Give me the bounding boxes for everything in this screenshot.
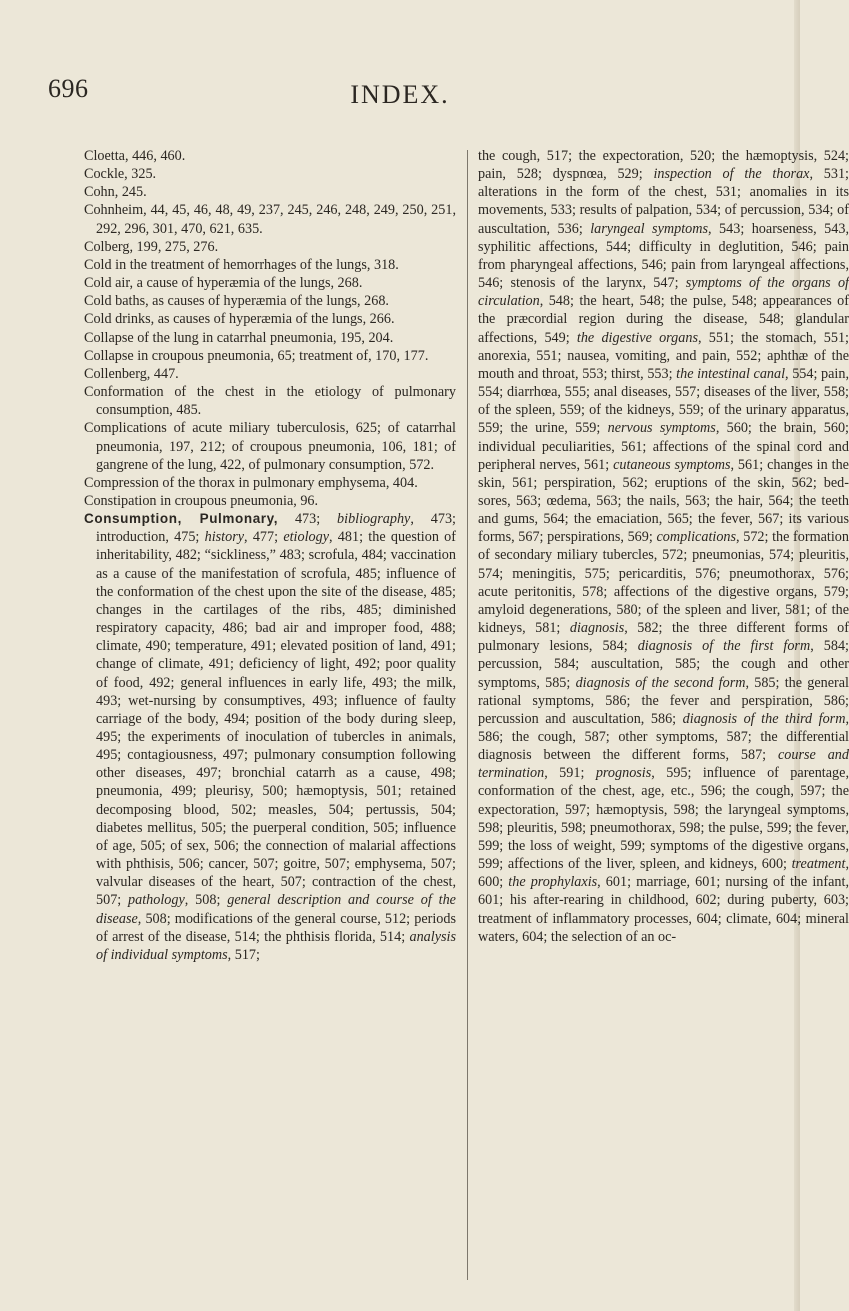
index-entry: Cockle, 325.	[84, 166, 157, 183]
index-entry: Cold in the treatment of hemorrhages of the lungs, 318.	[84, 256, 399, 273]
consumption-heading: Consumption, Pulmonary,	[84, 511, 279, 527]
index-entry: Collapse of the lung in catarrhal pneumonia, 195, 204.	[84, 329, 394, 346]
index-entry: Cohnheim, 44, 45, 46, 48, 49, 237, 245, 246, 248, 249, 250, 251, 292, 296, 301, 470, 621, 635.	[84, 202, 456, 237]
left-column	[84, 147, 456, 964]
index-entry: Cold baths, as causes of hyperæmia of the lungs, 268.	[84, 293, 389, 310]
index-entry: Colberg, 199, 275, 276.	[84, 238, 219, 255]
consumption-entry-continued: the cough, 517; the expectoration, 520; the hæmoptysis, 524; pain, 528; dyspnœa, 529; inspection of the thorax, 531; alterations in the form of the chest, 531; anomalies in its movements, 533; results of palpation, 534; of percussion, 534; of auscultation, 536; laryngeal symptoms, 543; hoarseness, 543, syphilitic affections, 544; difficulty in deglutition, 546; pain from pharyngeal affections, 546; pain from laryngeal affections, 546; stenosis of the larynx, 547; symptoms of the organs of circulation, 548; the heart, 548; the pulse, 548; appearances of the præcordial region during the disease, 548; glandular affections, 549; the digestive organs, 551; the stomach, 551; anorexia, 551; nausea, vomiting, and pain, 552; aphthæ of the mouth and throat, 553; thirst, 553; the intestinal canal, 554; pain, 554; diarrhœa, 555; anal diseases, 557; diseases of the liver, 558; of the spleen, 559; of the kidneys, 559; of the urinary apparatus, 559; the urine, 559; nervous symptoms, 560; the brain, 560; individual peculiarities, 561; affections of the spinal cord and peripheral nerves, 561; cutaneous symptoms, 561; changes in the skin, 561; perspiration, 562; eruptions of the skin, 562; bed-sores, 563; œdema, 563; the nails, 563; the hair, 564; the teeth and gums, 564; the emaciation, 565; the fever, 567; its various forms, 567; perspirations, 569; complications, 572; the formation of secondary miliary tubercles, 572; pneumonias, 574; pleuritis, 574; meningitis, 575; pericarditis, 576; pneumothorax, 576; acute peritonitis, 578; affections of the digestive organs, 579; amyloid degenerations, 580; of the spleen and liver, 581; of the kidneys, 581; diagnosis, 582; the three different forms of pulmonary lesions, 584; diagnosis of the first form, 584; percussion, 584; auscultation, 585; the cough and other symptoms, 585; diagnosis of the second form, 585; the general rational symptoms, 586; the fever and perspiration, 586; percussion and auscultation, 586; diagnosis of the third form, 586; the cough, 587; other symptoms, 587; the differential diagnosis between the different forms, 587; course and termination, 591; prognosis, 595; influence of parentage, conformation of the chest, age, etc., 596; the cough, 597; the expectoration, 597; hæmoptysis, 598; the laryngeal symptoms, 598; pleuritis, 598; pneumothorax, 598; the pulse, 599; the fever, 599; the loss of weight, 599; symptoms of the digestive organs, 599; affections of the liver, spleen, and kidneys, 600; treatment, 600; the prophylaxis, 601; marriage, 601; nursing of the infant, 601; his after-rearing in childhood, 602; during puberty, 603; treatment of inflammatory processes, 604; climate, 604; mineral waters, 604; the selection of an oc-	[478, 148, 849, 945]
index-entry: Compression of the thorax in pulmonary emphysema, 404.	[84, 474, 418, 491]
index-entry: Cold drinks, as causes of hyperæmia of the lungs, 266.	[84, 311, 395, 328]
right-column	[478, 147, 849, 946]
index-entry: Collenberg, 447.	[84, 365, 179, 382]
index-entry: Cold air, a cause of hyperæmia of the lungs, 268.	[84, 275, 363, 292]
index-entry: Cloetta, 446, 460.	[84, 148, 186, 164]
index-entry: Collapse in croupous pneumonia, 65; treatment of, 170, 177.	[84, 347, 429, 364]
index-entry: Cohn, 245.	[84, 184, 147, 201]
index-entry: Conformation of the chest in the etiology of pulmonary consumption, 485.	[84, 384, 456, 419]
index-entry: Complications of acute miliary tuberculosis, 625; of catarrhal pneumonia, 197, 212; of croupous pneumonia, 106, 181; of gangrene of the lung, 422, of pulmonary consumption, 572.	[84, 420, 456, 473]
page-number: 696	[48, 74, 89, 103]
consumption-entry: Consumption, Pulmonary, 473; bibliography, 473; introduction, 475; history, 477; etiology, 481; the question of inheritability, 482; “sickliness,” 483; scrofula, 484; vaccination as a cause of the manifestation of scrofula, 485; influence of the conformation of the chest upon the site of the disease, 485; changes in the cartilages of the ribs, 485; diminished respiratory capacity, 486; bad air and improper food, 488; climate, 490; temperature, 491; elevated position of land, 491; change of climate, 491; deficiency of light, 492; poor quality of food, 492; general influences in early life, 493; the milk, 493; wet-nursing by consumptives, 493; influence of faulty carriage of the body, 494; position of the body during sleep, 495; the experiments of inoculation of tubercles in animals, 495; contagiousness, 497; pulmonary consumption following other diseases, 497; bronchial catarrh as a cause, 498; pneumonia, 499; pleurisy, 500; hæmoptysis, 501; retained decomposing blood, 502; measles, 504; pertussis, 504; diabetes mellitus, 505; the puerperal condition, 505; influence of age, 505; of sex, 506; the connection of malarial affections with phthisis, 506; cancer, 507; goitre, 507; emphysema, 507; valvular diseases of the heart, 507; contraction of the chest, 507; pathology, 508; general description and course of the disease, 508; modifications of the general course, 512; periods of arrest of the disease, 514; the phthisis florida, 514; analysis of individual symptoms, 517;	[84, 511, 456, 963]
column-divider	[467, 150, 468, 1280]
index-entry: Constipation in croupous pneumonia, 96.	[84, 492, 319, 509]
page-title: INDEX.	[350, 80, 450, 109]
